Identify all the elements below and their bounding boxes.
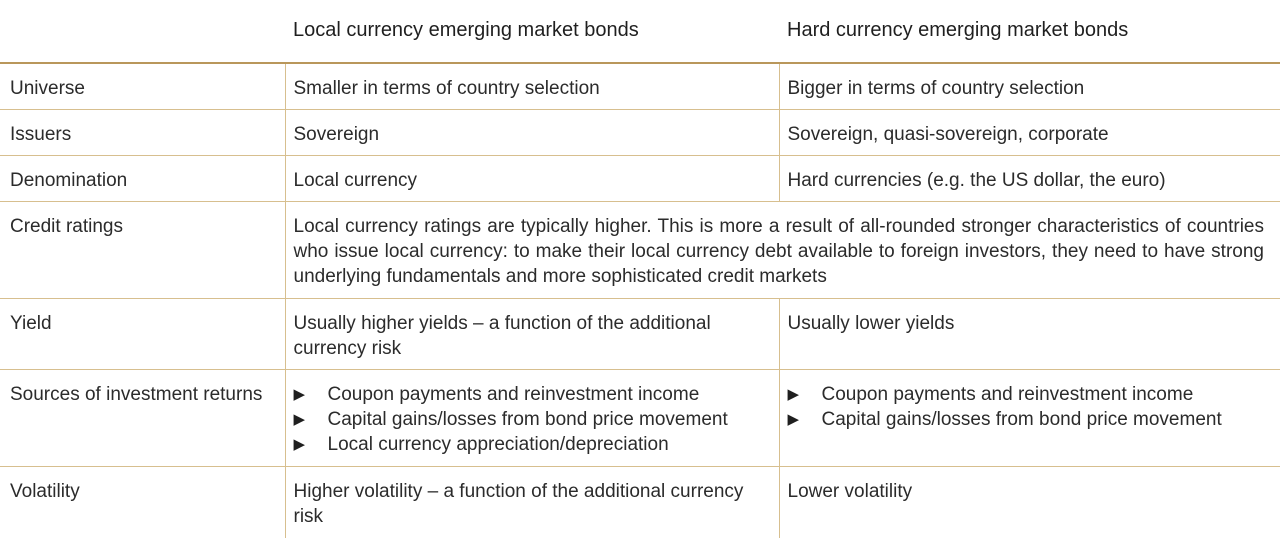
list-item-text: Capital gains/losses from bond price movement: [821, 408, 1222, 430]
list-item: [788, 382, 1271, 407]
table-row-volatility: [0, 466, 1280, 538]
list-item-text: Local currency appreciation/depreciation: [327, 433, 669, 455]
list-item-text: Capital gains/losses from bond price movement: [327, 408, 728, 430]
triangle-bullet-icon: ▶: [293, 435, 306, 453]
cell-hard: Sovereign, quasi-sovereign, corporate: [779, 109, 1280, 155]
bullet-list-local: [294, 382, 769, 457]
list-item: [788, 407, 1271, 432]
triangle-bullet-icon: ▶: [787, 385, 800, 403]
row-label: Issuers: [0, 109, 285, 155]
header-empty-cell: [0, 0, 285, 63]
cell-local: Local currency: [285, 155, 779, 201]
cell-local: Usually higher yields – a function of the additional currency risk: [285, 298, 779, 369]
header-local-currency: Local currency emerging market bonds: [285, 0, 779, 63]
cell-hard: Usually lower yields: [779, 298, 1280, 369]
table-row-credit-ratings: [0, 201, 1280, 298]
table-row-universe: [0, 63, 1280, 109]
cell-hard: Bigger in terms of country selection: [779, 63, 1280, 109]
cell-local: Sovereign: [285, 109, 779, 155]
bullet-list-hard: [788, 382, 1271, 432]
list-item-text: Coupon payments and reinvestment income: [327, 383, 700, 405]
triangle-bullet-icon: ▶: [787, 410, 800, 428]
cell-hard: Lower volatility: [787, 480, 913, 502]
list-item-text: Coupon payments and reinvestment income: [821, 383, 1194, 405]
row-label: Universe: [0, 63, 285, 109]
list-item: [294, 382, 769, 407]
table-row-issuers: [0, 109, 1280, 155]
row-label: Credit ratings: [0, 201, 285, 298]
triangle-bullet-icon: ▶: [293, 410, 306, 428]
row-label: Denomination: [0, 155, 285, 201]
table-row-sources: [0, 369, 1280, 466]
table-row-denomination: [0, 155, 1280, 201]
row-label: Volatility: [10, 480, 80, 502]
row-label: Sources of investment returns: [0, 369, 285, 466]
row-label: Yield: [0, 298, 285, 369]
cell-hard: [779, 369, 1280, 466]
cell-local: Higher volatility – a function of the additional currency risk: [285, 466, 779, 538]
cell-local: [285, 369, 779, 466]
list-item: [294, 432, 769, 457]
list-item: [294, 407, 769, 432]
cell-local: Smaller in terms of country selection: [285, 63, 779, 109]
cell-combined: Local currency ratings are typically higher. This is more a result of all-rounded stronger characteristics of countries who issue local currency: to make their local currency debt available to foreign investors, they need to have strong underlying fundamentals and more sophisticated credit markets: [285, 201, 1280, 298]
header-hard-currency: Hard currency emerging market bonds: [779, 0, 1280, 63]
triangle-bullet-icon: ▶: [293, 385, 306, 403]
cell-hard: Hard currencies (e.g. the US dollar, the euro): [779, 155, 1280, 201]
header-row: [0, 0, 1280, 63]
table-row-yield: [0, 298, 1280, 369]
